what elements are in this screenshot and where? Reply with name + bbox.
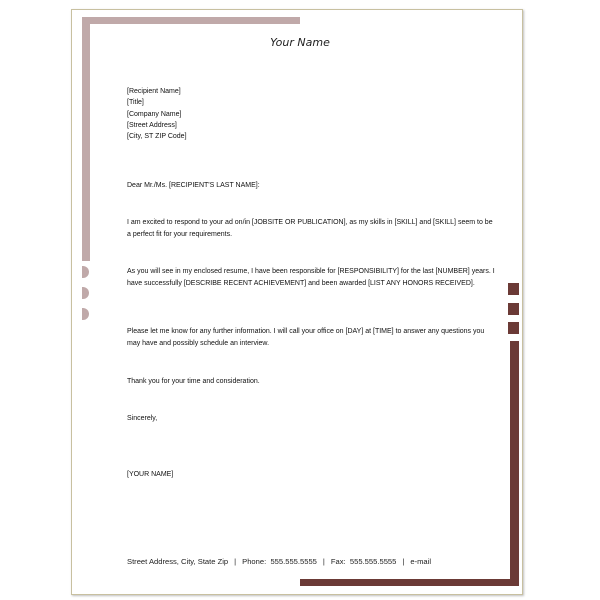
recipient-name[interactable]: [Recipient Name] xyxy=(127,88,181,95)
footer-email[interactable]: e-mail xyxy=(410,557,432,566)
footer-separator: | xyxy=(322,557,325,566)
bottom-accent-bar xyxy=(300,579,519,586)
footer-phone[interactable]: 555.555.5555 xyxy=(270,557,317,566)
sender-name-heading[interactable]: Your Name xyxy=(270,36,330,49)
accent-square xyxy=(508,322,519,334)
recipient-block xyxy=(127,86,187,142)
signature-name[interactable]: [YOUR NAME] xyxy=(127,471,174,478)
accent-square xyxy=(508,303,519,315)
recipient-city[interactable]: [City, ST ZIP Code] xyxy=(127,133,187,141)
recipient-company[interactable]: [Company Name] xyxy=(127,110,182,118)
accent-square xyxy=(508,283,519,295)
footer-phone-label: Phone: xyxy=(242,557,267,566)
footer-separator: | xyxy=(402,557,405,566)
paragraph-intro[interactable]: I am excited to respond to your ad on/in [JOBSITE OR PUBLICATION], as my skills in [SKILL] and [SKILL] seem to be a perfect fit for your requirements. xyxy=(127,219,493,238)
right-accent-bar xyxy=(510,341,519,586)
footer-fax[interactable]: 555.555.5555 xyxy=(349,557,397,566)
paragraph-followup[interactable]: Please let me know for any further information. I will call your office on [DAY] at [TIME] to answer any questions you may have and possibly schedule an interview. xyxy=(127,328,485,347)
footer-contact xyxy=(127,557,431,566)
top-accent-bar xyxy=(82,17,300,24)
paragraph-experience[interactable]: As you will see in my enclosed resume, I have been responsible for [RESPONSIBILITY] for the last [NUMBER] years. I have successfully [DESCRIBE RECENT ACHIEVEMENT] and been awarded [LIST ANY HONORS RECEIVED]. xyxy=(127,268,495,287)
footer-separator: | xyxy=(234,557,237,566)
closing[interactable]: Sincerely, xyxy=(127,415,158,422)
left-accent-bar xyxy=(82,17,90,261)
footer-address[interactable]: Street Address, City, State Zip xyxy=(127,557,229,566)
recipient-title[interactable]: [Title] xyxy=(127,99,144,107)
paragraph-thanks[interactable]: Thank you for your time and consideration. xyxy=(127,378,260,385)
footer-fax-label: Fax: xyxy=(330,557,346,566)
salutation[interactable]: Dear Mr./Ms. [RECIPIENT'S LAST NAME]: xyxy=(127,182,260,189)
recipient-street[interactable]: [Street Address] xyxy=(127,121,177,129)
